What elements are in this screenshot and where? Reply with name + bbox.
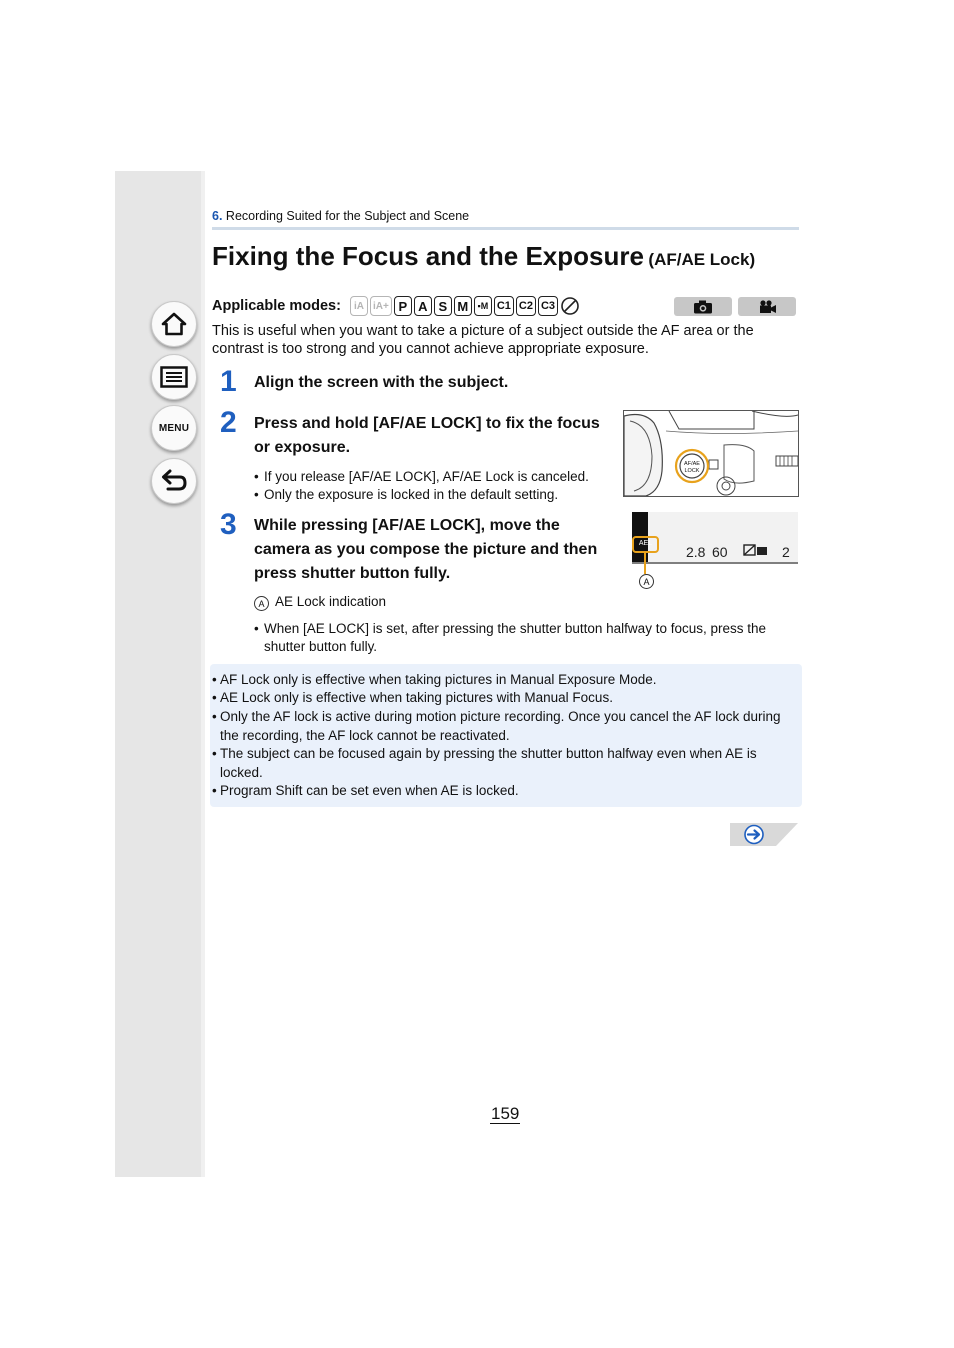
step-2-number: 2 (220, 406, 237, 439)
svg-text:LOCK: LOCK (684, 468, 700, 474)
mode-p-icon: P (394, 296, 412, 316)
mode-ia-icon: iA (350, 296, 368, 316)
step-2-bullet-1-text: If you release [AF/AE LOCK], AF/AE Lock is canceled. (264, 469, 589, 484)
page-title-sub: (AF/AE Lock) (648, 250, 756, 269)
note-item: • AE Lock only is effective when taking pictures with Manual Focus. (212, 689, 798, 708)
intro-text: This is useful when you want to take a picture of a subject outside the AF area or the contrast is too strong and you cannot achieve appropriate exposure. (212, 323, 754, 357)
video-tab (738, 297, 796, 316)
back-arrow-icon (160, 469, 188, 493)
mode-creative-control-icon (560, 296, 580, 316)
af-ae-lock-button-label: AF/AE (684, 461, 700, 467)
page-title-main: Fixing the Focus and the Exposure (212, 241, 644, 271)
lcd-trail-text: 2 (782, 544, 790, 560)
menu-button[interactable] (151, 405, 197, 451)
home-icon (161, 312, 187, 336)
mode-s-icon: S (434, 296, 452, 316)
step-3-callout-text: AE Lock indication (275, 594, 387, 609)
breadcrumb-number: 6. (212, 209, 223, 223)
sidebar-edge (201, 171, 205, 1177)
menu-label: MENU (158, 422, 190, 434)
step-3-bullet-1-text: When [AE LOCK] is set, after pressing the shutter button halfway to focus, press the shutter button fully. (264, 621, 766, 654)
next-page-button[interactable] (730, 823, 798, 846)
back-button[interactable] (151, 458, 197, 504)
next-page-arrow-icon (730, 823, 798, 846)
list-icon (160, 366, 188, 388)
step-3-callout-marker: A (254, 596, 269, 611)
lcd-aperture-text: 2.8 (686, 544, 706, 560)
step-3-text: While pressing [AF/AE LOCK], move the camera as you compose the picture and then press shutter button fully. (254, 517, 598, 582)
breadcrumb-text: Recording Suited for the Subject and Scene (225, 209, 470, 223)
photo-tab (674, 297, 732, 316)
mode-a-icon: A (414, 296, 432, 316)
note-item: • The subject can be focused again by pressing the shutter button halfway even when AE is locked. (212, 745, 798, 782)
mode-creative-video-icon: ▪M (474, 296, 492, 316)
camera-icon (693, 300, 713, 314)
toc-button[interactable] (151, 354, 197, 400)
mode-m-icon: M (454, 296, 472, 316)
note-item: • Only the AF lock is active during motion picture recording. Once you cancel the AF lock during the recording, the AF lock cannot be reactivated. (212, 708, 798, 745)
header-divider (212, 227, 799, 230)
lcd-ael-text: AEL (638, 540, 653, 547)
step-2-bullet-2: • Only the exposure is locked in the default setting. (254, 486, 614, 504)
note-text: AE Lock only is effective when taking pictures with Manual Focus. (220, 690, 613, 705)
lcd-callout-marker: A (639, 574, 654, 589)
lcd-display-illustration (632, 512, 798, 564)
step-2-bullet-1: • If you release [AF/AE LOCK], AF/AE Lock is canceled. (254, 468, 614, 486)
applicable-modes-label: Applicable modes: (212, 298, 341, 314)
callout-line (632, 552, 652, 576)
page-title (212, 241, 755, 272)
mode-c1-icon: C1 (494, 296, 514, 316)
page-number: 159 (491, 1104, 520, 1123)
step-2-text: Press and hold [AF/AE LOCK] to fix the focus or exposure. (254, 415, 600, 456)
step-2-bullet-2-text: Only the exposure is locked in the default setting. (264, 487, 559, 502)
movie-camera-icon (757, 300, 777, 314)
note-text: AF Lock only is effective when taking pictures in Manual Exposure Mode. (220, 672, 657, 687)
note-item: • AF Lock only is effective when taking pictures in Manual Exposure Mode. (212, 671, 798, 690)
mode-c2-icon: C2 (516, 296, 536, 316)
breadcrumb[interactable] (212, 209, 469, 223)
note-text: Only the AF lock is active during motion picture recording. Once you cancel the AF lock during the recording, the AF lock cannot be reactivated. (220, 709, 781, 743)
note-text: Program Shift can be set even when AE is locked. (220, 783, 519, 798)
mode-ia-plus-icon: iA+ (370, 296, 392, 316)
note-item: • Program Shift can be set even when AE is locked. (212, 782, 798, 801)
step-1-number: 1 (220, 365, 237, 398)
home-button[interactable] (151, 301, 197, 347)
step-3-number: 3 (220, 508, 237, 541)
note-text: The subject can be focused again by pressing the shutter button halfway even when AE is locked. (220, 746, 757, 780)
camera-back-illustration (623, 410, 799, 497)
step-3-bullet-1: • When [AE LOCK] is set, after pressing the shutter button halfway to focus, press the shutter button fully. (254, 620, 784, 656)
mode-c3-icon: C3 (538, 296, 558, 316)
lcd-shutter-text: 60 (712, 544, 728, 560)
step-1-text: Align the screen with the subject. (254, 374, 509, 391)
mode-icons (350, 296, 580, 316)
